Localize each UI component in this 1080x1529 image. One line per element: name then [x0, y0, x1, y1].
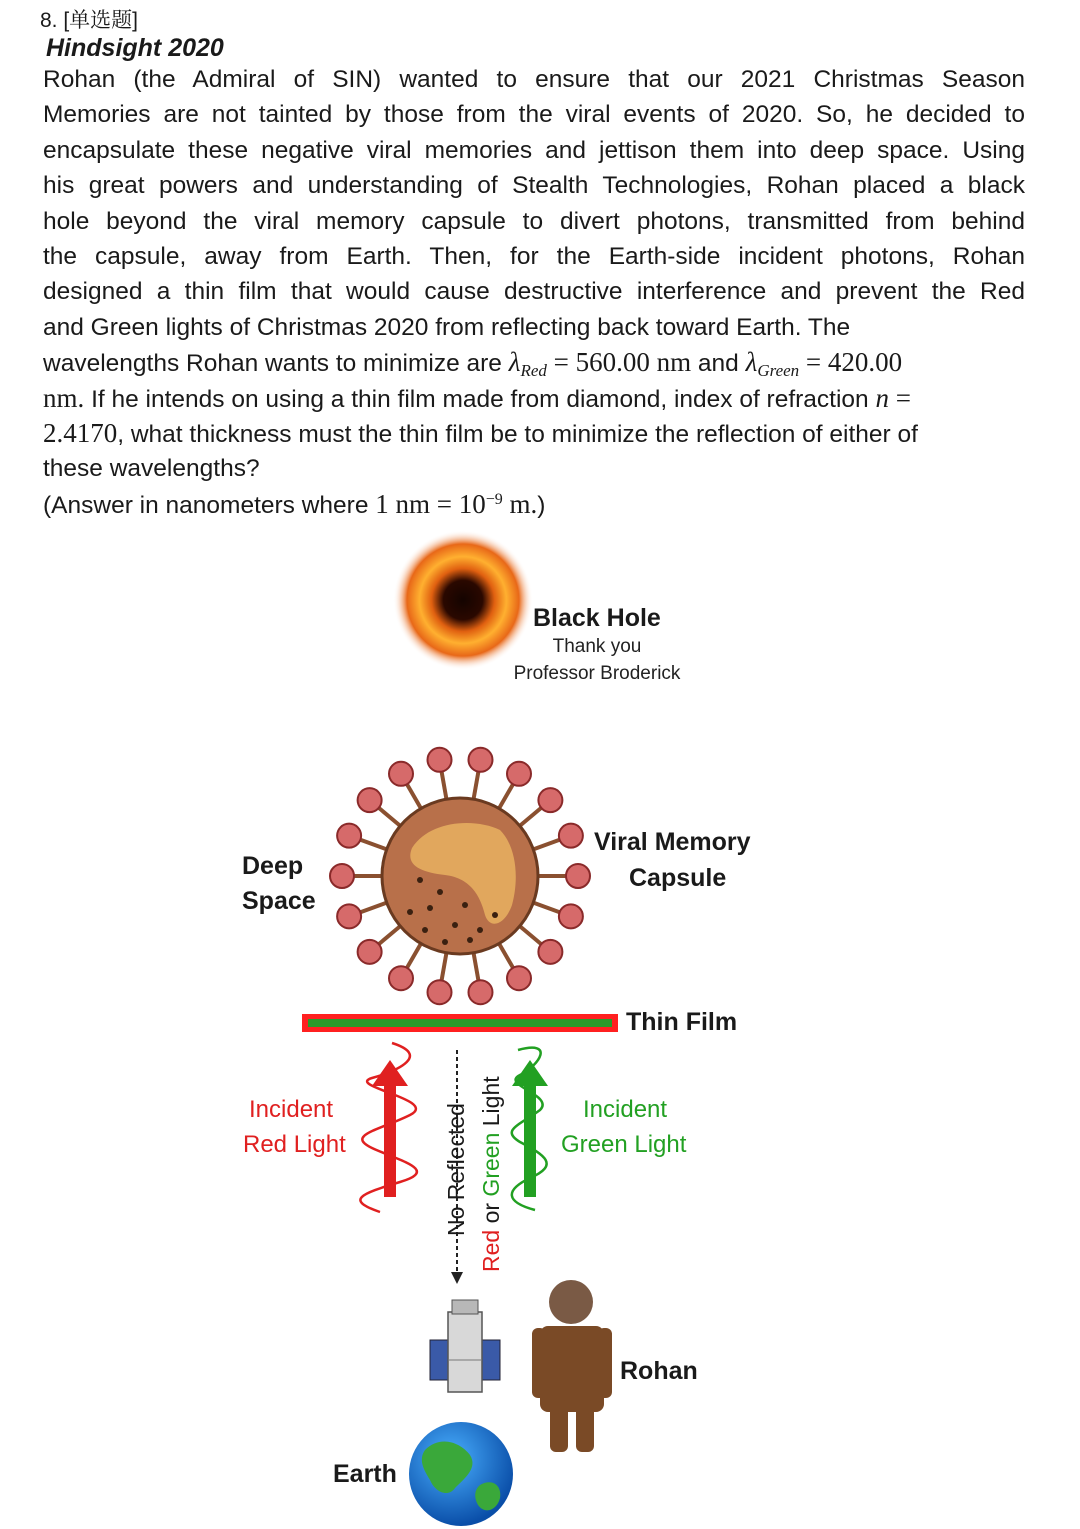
no-reflected-label: No Reflected [443, 1103, 469, 1236]
virus-dot [437, 889, 443, 895]
black-hole-title: Black Hole [533, 604, 661, 632]
rohan-figure [532, 1280, 612, 1452]
virus-dot [422, 927, 428, 933]
virus-dot [442, 939, 448, 945]
virus-dot [452, 922, 458, 928]
virus-spike-stem [360, 840, 386, 850]
virus-spike [358, 940, 382, 964]
virus-dot [492, 912, 498, 918]
virus-spike-stem [407, 944, 421, 968]
virus-spike-stem [533, 903, 559, 913]
earth-label: Earth [333, 1460, 397, 1488]
capsule-label-line2: Capsule [629, 864, 727, 892]
virus-spike [566, 864, 590, 888]
virus-spike-stem [379, 808, 400, 826]
virus-spike-stem [533, 840, 559, 850]
virus-spike [337, 904, 361, 928]
telescope-icon [430, 1300, 500, 1392]
question-number: 8. [单选题] [40, 9, 139, 32]
body-line: hole beyond the viral memory capsule to divert photons, transmitted from behind [43, 207, 1025, 235]
virus-dot [467, 937, 473, 943]
virus-spike [389, 966, 413, 990]
virus-spike [337, 824, 361, 848]
virus-spike-stem [442, 953, 447, 981]
body-line-material: nm. If he intends on using a thin film made from diamond, index of refraction n = [43, 382, 911, 413]
reflected-colors-label: Red or Green Light [478, 1076, 504, 1272]
green-light-arrow [512, 1048, 548, 1210]
red-light-arrow [360, 1043, 417, 1212]
body-line: the capsule, away from Earth. Then, for the Earth-side incident photons, Rohan [43, 242, 1025, 270]
body-line: Memories are not tainted by those from the viral events of 2020. So, he decided to [43, 101, 1025, 129]
rohan-label: Rohan [620, 1357, 698, 1385]
virus-spike [428, 748, 452, 772]
virus-spike-stem [360, 903, 386, 913]
virus-spike [559, 904, 583, 928]
virus-spike [358, 788, 382, 812]
virus-spike [428, 980, 452, 1004]
virus-spike-stem [379, 926, 400, 944]
virus-dot [427, 905, 433, 911]
incident-green-label-line2: Green Light [561, 1131, 687, 1158]
virus-spike-stem [474, 772, 479, 800]
deep-space-label-line1: Deep [242, 852, 304, 880]
virus-spike-stem [407, 784, 421, 808]
black-hole-caption-1: Thank you [552, 636, 642, 657]
incident-red-label-line1: Incident [249, 1096, 334, 1123]
virus-spike [538, 788, 562, 812]
virus-dot [417, 877, 423, 883]
body-line: and Green lights of Christmas 2020 from reflecting back toward Earth. The [43, 313, 851, 341]
question-body [43, 62, 1025, 522]
virus-spike [468, 748, 492, 772]
incident-red-label-line2: Red Light [243, 1131, 346, 1158]
body-line: Rohan (the Admiral of SIN) wanted to ensure that our 2021 Christmas Season [43, 66, 1025, 93]
virus-spike [538, 940, 562, 964]
body-line: his great powers and understanding of Stealth Technologies, Rohan placed a black [43, 172, 1025, 200]
black-hole-caption-2: Professor Broderick [513, 663, 681, 684]
question-title: Hindsight 2020 [46, 34, 224, 62]
body-line-wavelengths: wavelengths Rohan wants to minimize are $\lambda_{Red} = 560.00$ nm and $\lambda_{Green} = 420.00$ [43, 347, 903, 381]
thin-film-figure [0, 530, 1080, 1529]
virus-spike [468, 980, 492, 1004]
virus-dot [477, 927, 483, 933]
body-line-answer-units: (Answer in nanometers where 1 nm = $10^{-9}$ m.) [43, 488, 546, 519]
virus-spike-stem [442, 772, 447, 800]
virus-dot [407, 909, 413, 915]
body-line: these wavelengths? [43, 455, 260, 483]
incident-green-label-line1: Incident [583, 1096, 668, 1123]
virus-spike-stem [520, 926, 541, 944]
earth-icon [409, 1422, 513, 1526]
virus-spike [559, 824, 583, 848]
capsule-label-line1: Viral Memory [594, 828, 751, 856]
virus-dot [462, 902, 468, 908]
virus-spike [507, 966, 531, 990]
virus-spike-stem [520, 808, 541, 826]
thin-film-label: Thin Film [626, 1008, 738, 1036]
body-line: encapsulate these negative viral memories and jettison them into deep space. Using [43, 136, 1025, 164]
deep-space-label-line2: Space [242, 887, 316, 915]
body-line-index: 2.4170, what thickness must the thin film be to minimize the reflection of either of [43, 417, 918, 448]
virus-spike [507, 762, 531, 786]
virus-spike-stem [499, 944, 513, 968]
virus-spike-stem [499, 784, 513, 808]
virus-spike [389, 762, 413, 786]
viral-capsule-graphic [330, 748, 590, 1004]
body-line: designed a thin film that would cause destructive interference and prevent the Red [43, 278, 1025, 306]
thin-film-graphic [302, 1014, 618, 1032]
virus-spike-stem [474, 953, 479, 981]
virus-spike [330, 864, 354, 888]
